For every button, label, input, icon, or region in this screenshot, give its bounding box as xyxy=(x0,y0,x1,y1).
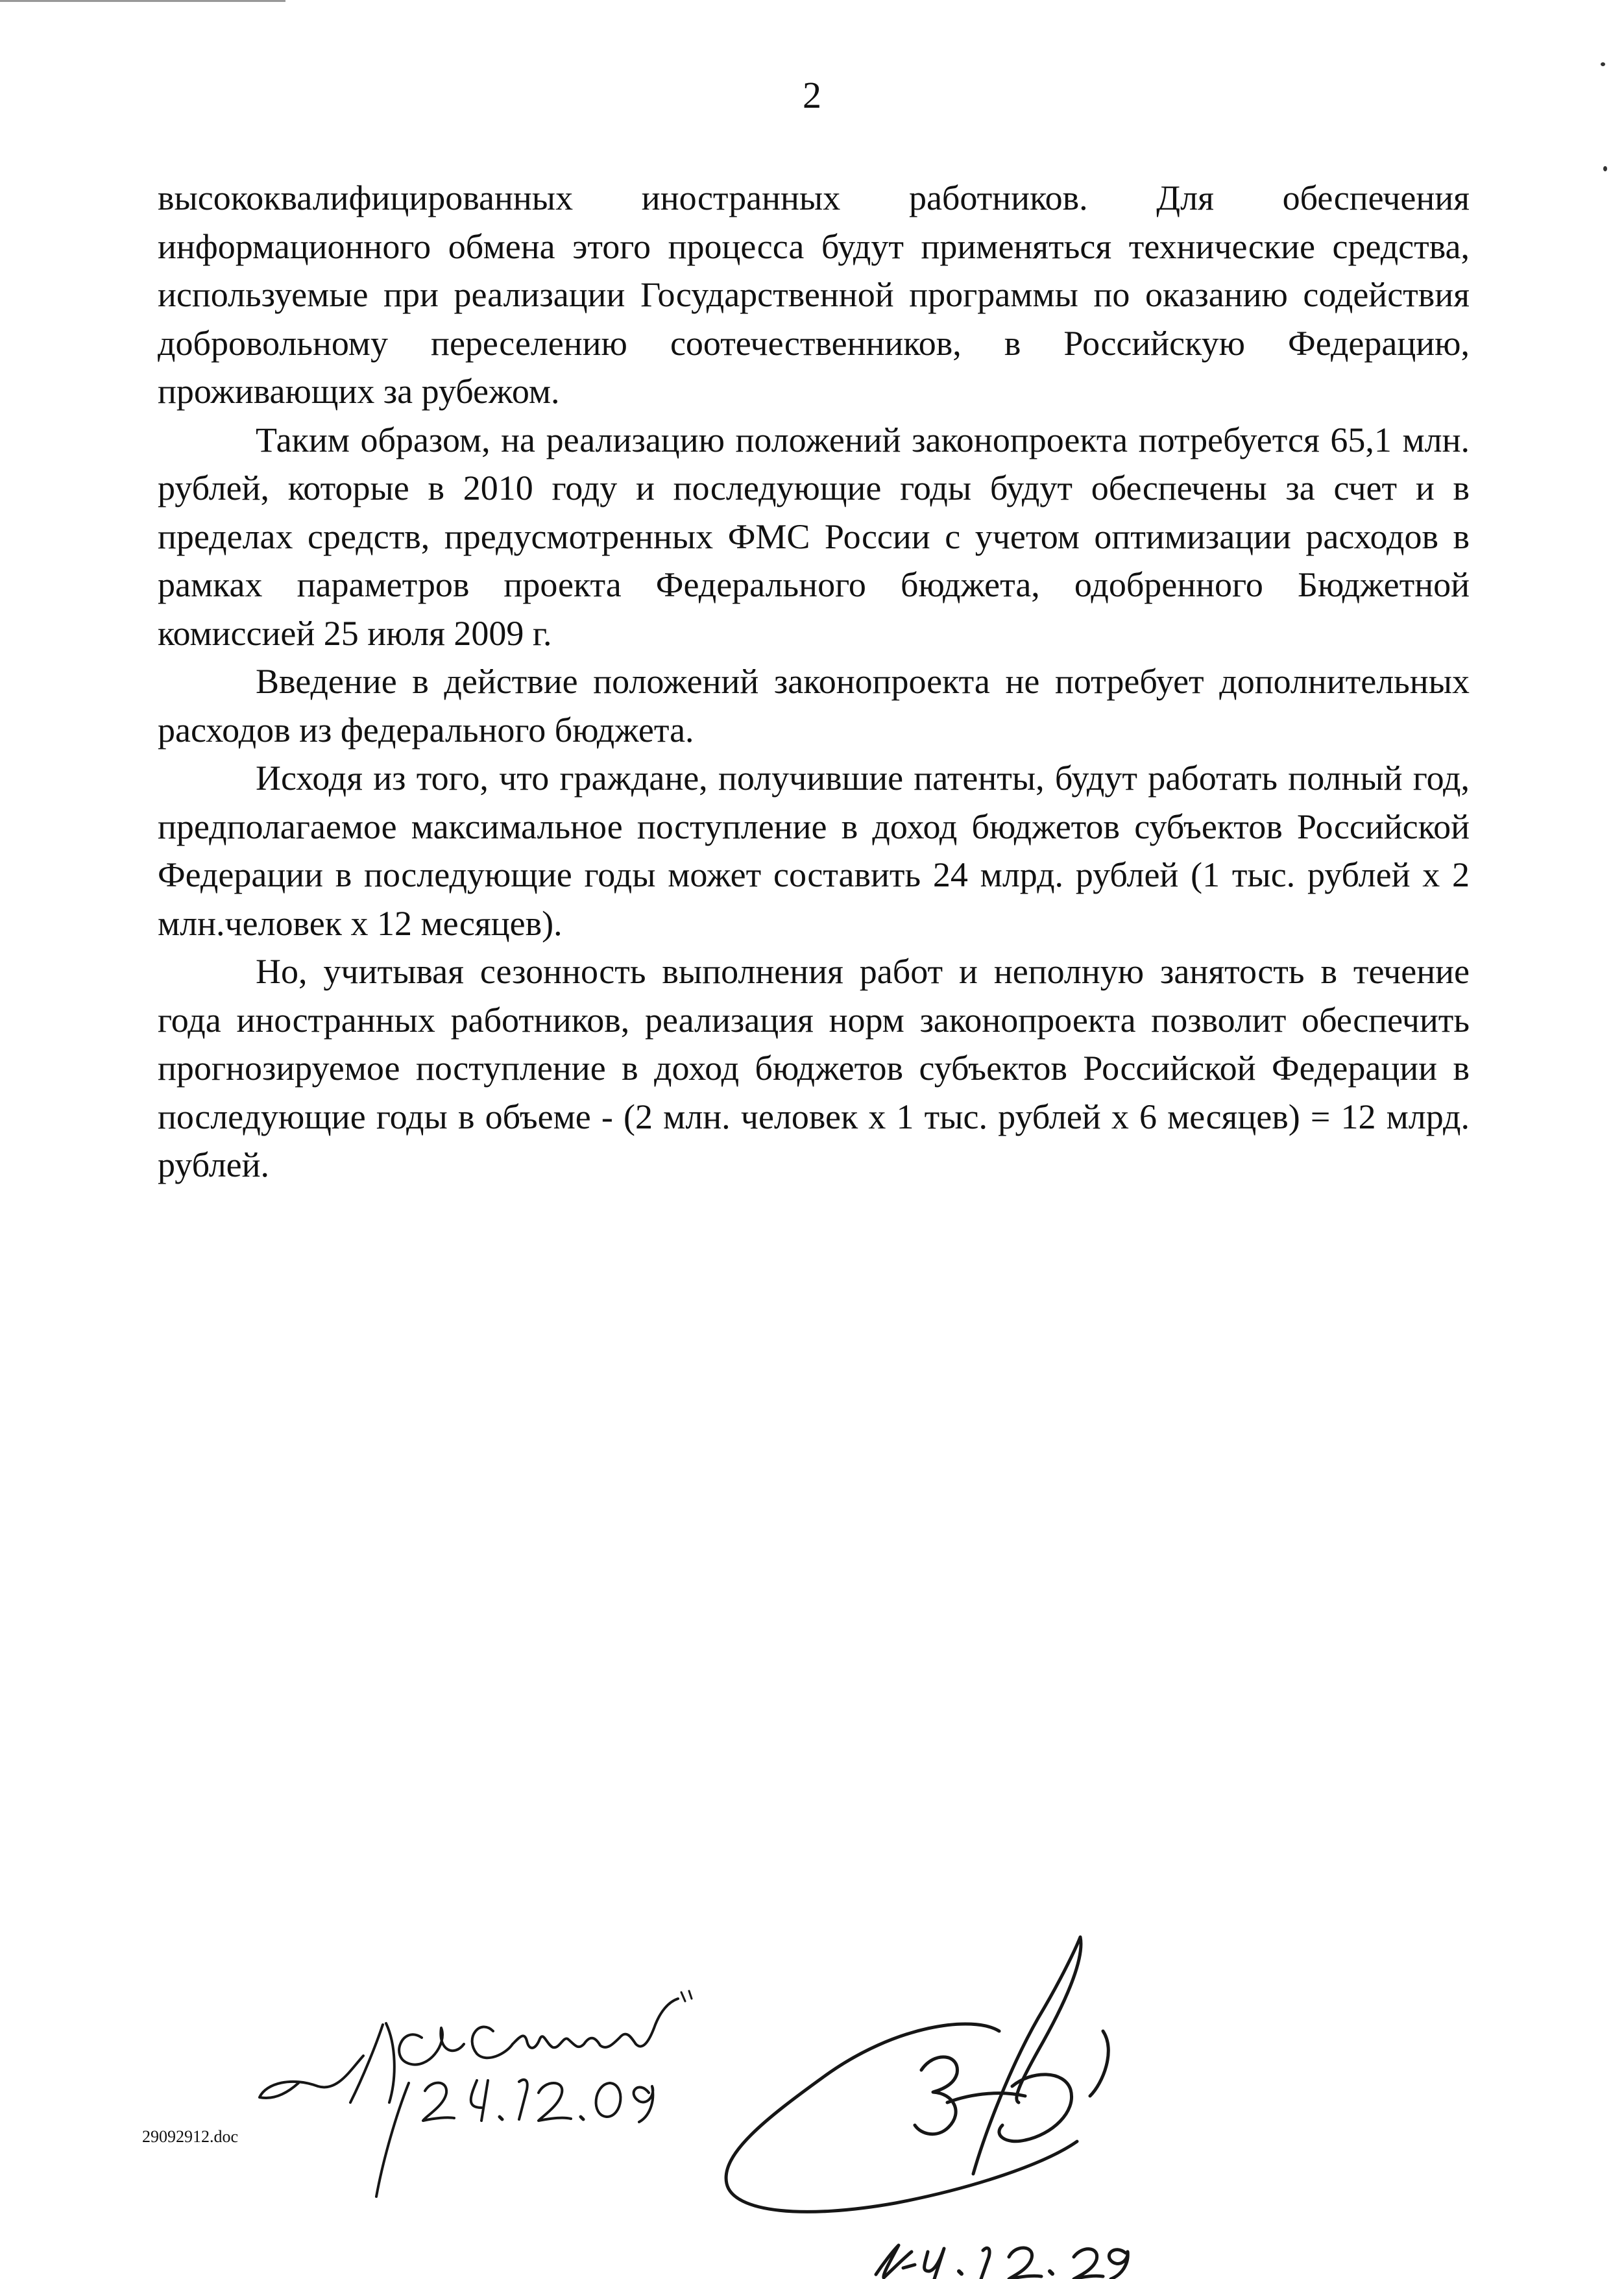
second-signature xyxy=(726,1937,1128,2279)
paragraph: Введение в действие положений законопроекта не потребует дополнительных расходов из федерального бюджета. xyxy=(158,662,1470,750)
document-body xyxy=(158,174,1470,1189)
scan-edge-mark xyxy=(0,0,285,8)
paragraph: высококвалифицированных иностранных работников. Для обеспечения информационного обмена этого процесса будут применяться технические средства, используемые при реализации Государственной программы по оказанию содействия добровольному переселению соотечественников, в Российскую Федерацию, проживающих за рубежом. xyxy=(158,178,1470,411)
first-signature xyxy=(260,1991,692,2197)
page-number: 2 xyxy=(803,74,821,116)
scan-speck xyxy=(1601,62,1605,66)
file-code: 29092912.doc xyxy=(142,2127,239,2146)
scan-speck xyxy=(1603,166,1607,171)
paragraph: Таким образом, на реализацию положений законопроекта потребуется 65,1 млн. рублей, которые в 2010 году и последующие годы будут обеспечены за счет и в пределах средств, предусмотренных ФМС России с учетом оптимизации расходов в рамках параметров проекта Федерального бюджета, одобренного Бюджетной комиссией 25 июля 2009 г. xyxy=(158,420,1470,653)
paragraph: Но, учитывая сезонность выполнения работ и неполную занятость в течение года иностранных работников, реализация норм законопроекта позволит обеспечить прогнозируемое поступление в доход бюджетов субъектов Российской Федерации в последующие годы в объеме - (2 млн. человек х 1 тыс. рублей х 6 месяцев) = 12 млрд. рублей. xyxy=(158,952,1470,1184)
paragraph: Исходя из того, что граждане, получившие патенты, будут работать полный год, предполагаемое максимальное поступление в доход бюджетов субъектов Российской Федерации в последующие годы может составить 24 млрд. рублей (1 тыс. рублей х 2 млн.человек х 12 месяцев). xyxy=(158,759,1470,943)
